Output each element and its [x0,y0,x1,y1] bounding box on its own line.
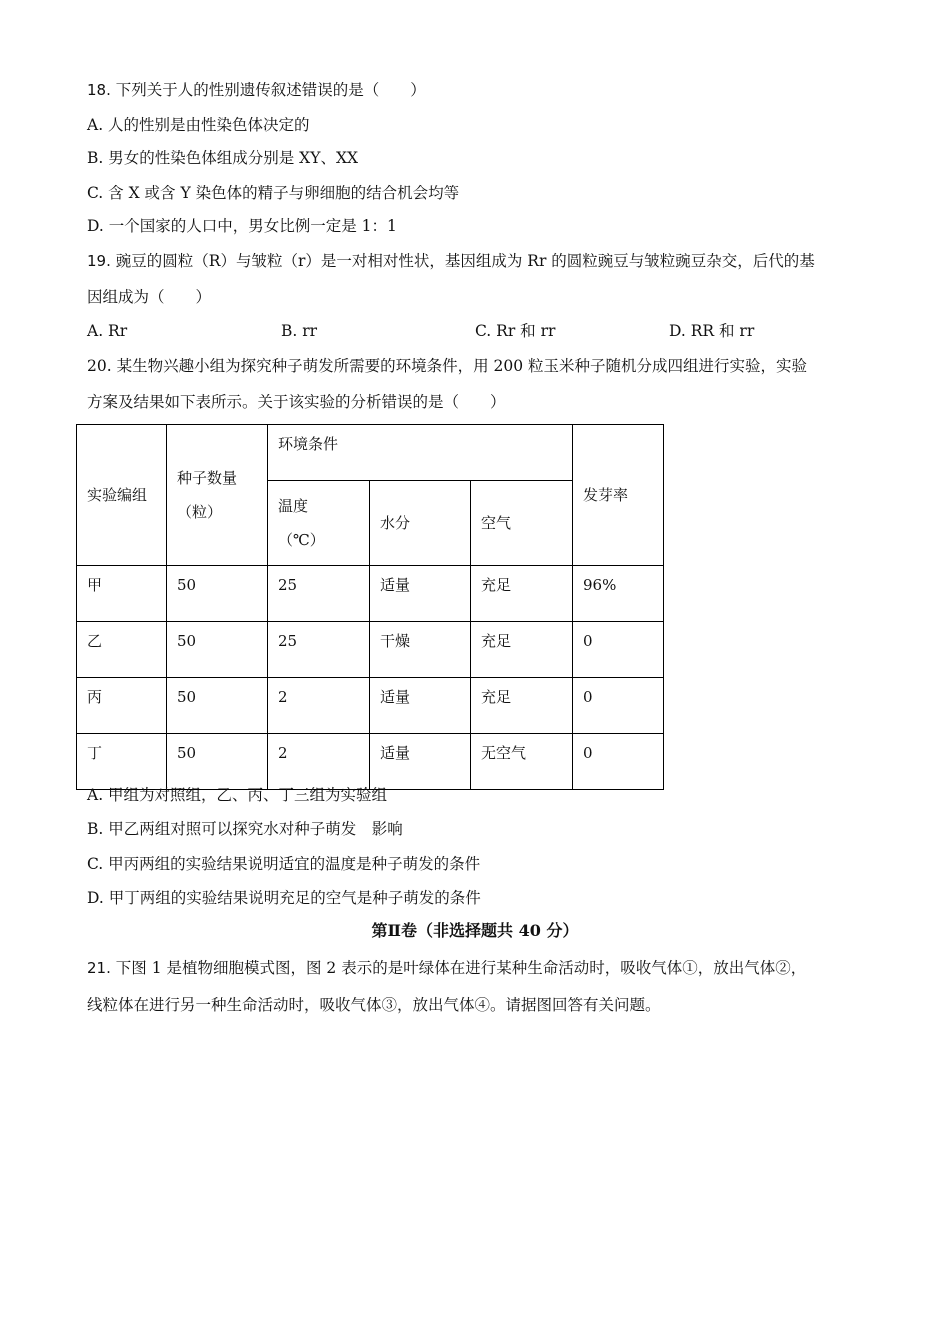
header-germination-rate: 发芽率 [573,425,664,566]
cell-rate: 0 [573,622,664,678]
cell-rate: 96% [573,566,664,622]
q19-option-d: D. RR 和 rr [669,322,755,340]
cell-seeds: 50 [167,566,268,622]
q19-option-b: B. rr [281,322,318,340]
header-temperature-line1: 温度 [278,497,309,515]
header-seed-count [167,425,268,566]
cell-water: 干燥 [370,622,471,678]
q21-stem-line1 [87,957,806,979]
cell-air: 充足 [471,678,573,734]
q18-stem [87,79,426,101]
q19-option-a: A. Rr [87,322,128,340]
cell-seeds: 50 [167,734,268,790]
header-seed-count-line2: （粒） [177,503,223,521]
q20-option-b: B. 甲乙两组对照可以探究水对种子萌发 影响 [87,820,403,838]
cell-water: 适量 [370,566,471,622]
header-group: 实验编组 [77,425,167,566]
q18-stem-text: 下列关于人的性别遗传叙述错误的是（ ） [110,81,426,99]
cell-water: 适量 [370,734,471,790]
cell-seeds: 50 [167,622,268,678]
q20-option-a: A. 甲组为对照组，乙、丙、丁三组为实验组 [87,786,388,804]
q18-option-d: D. 一个国家的人口中，男女比例一定是 1：1 [87,217,397,235]
q20-option-d: D. 甲丁两组的实验结果说明充足的空气是种子萌发的条件 [87,889,481,907]
cell-temp: 2 [268,734,370,790]
section-title: 第Ⅱ卷（非选择题共 40 分） [371,921,579,940]
cell-group: 乙 [77,622,167,678]
header-air: 空气 [471,481,573,566]
q19-options [87,320,867,342]
experiment-table [76,424,664,790]
table-row [77,734,664,790]
cell-group: 丁 [77,734,167,790]
q19-option-c: C. Rr 和 rr [475,322,556,340]
cell-temp: 25 [268,566,370,622]
cell-temp: 2 [268,678,370,734]
q21-stem-text: 下图 1 是植物细胞模式图，图 2 表示的是叶绿体在进行某种生命活动时，吸收气体①，放出气体②， [110,959,807,977]
q18-option-b: B. 男女的性染色体组成分别是 XY、XX [87,149,359,167]
q20-stem-line2: 方案及结果如下表所示。关于该实验的分析错误的是（ ） [87,393,506,411]
header-seed-count-line1: 种子数量 [177,469,238,487]
q18-number: 18. [87,81,111,99]
q20-stem-line1: 20. 某生物兴趣小组为探究种子萌发所需要的环境条件，用 200 粒玉米种子随机分成四组进行实验，实验 [87,357,808,375]
cell-group: 丙 [77,678,167,734]
cell-air: 无空气 [471,734,573,790]
table-row [77,678,664,734]
q20-option-c: C. 甲丙两组的实验结果说明适宜的温度是种子萌发的条件 [87,855,481,873]
cell-seeds: 50 [167,678,268,734]
q19-stem-line2: 因组成为（ ） [87,288,212,306]
q21-stem-line2: 线粒体在进行另一种生命活动时，吸收气体③，放出气体④。请据图回答有关问题。 [87,996,661,1014]
cell-rate: 0 [573,678,664,734]
q18-option-c: C. 含 X 或含 Y 染色体的精子与卵细胞的结合机会均等 [87,184,460,202]
cell-air: 充足 [471,566,573,622]
q18-option-a: A. 人的性别是由性染色体决定的 [87,116,310,134]
q21-number: 21. [87,959,111,977]
q19-stem-text: 豌豆的圆粒（R）与皱粒（r）是一对相对性状，基因组成为 Rr 的圆粒豌豆与皱粒豌豆杂交，后代的基 [110,252,815,270]
header-environment: 环境条件 [268,425,573,481]
q19-number: 19. [87,252,111,270]
header-water: 水分 [370,481,471,566]
cell-temp: 25 [268,622,370,678]
cell-group: 甲 [77,566,167,622]
table-row [77,566,664,622]
header-temperature-line2: （℃） [278,531,325,549]
cell-air: 充足 [471,622,573,678]
cell-water: 适量 [370,678,471,734]
table-row [77,622,664,678]
cell-rate: 0 [573,734,664,790]
header-temperature [268,481,370,566]
q19-stem-line1 [87,250,815,272]
